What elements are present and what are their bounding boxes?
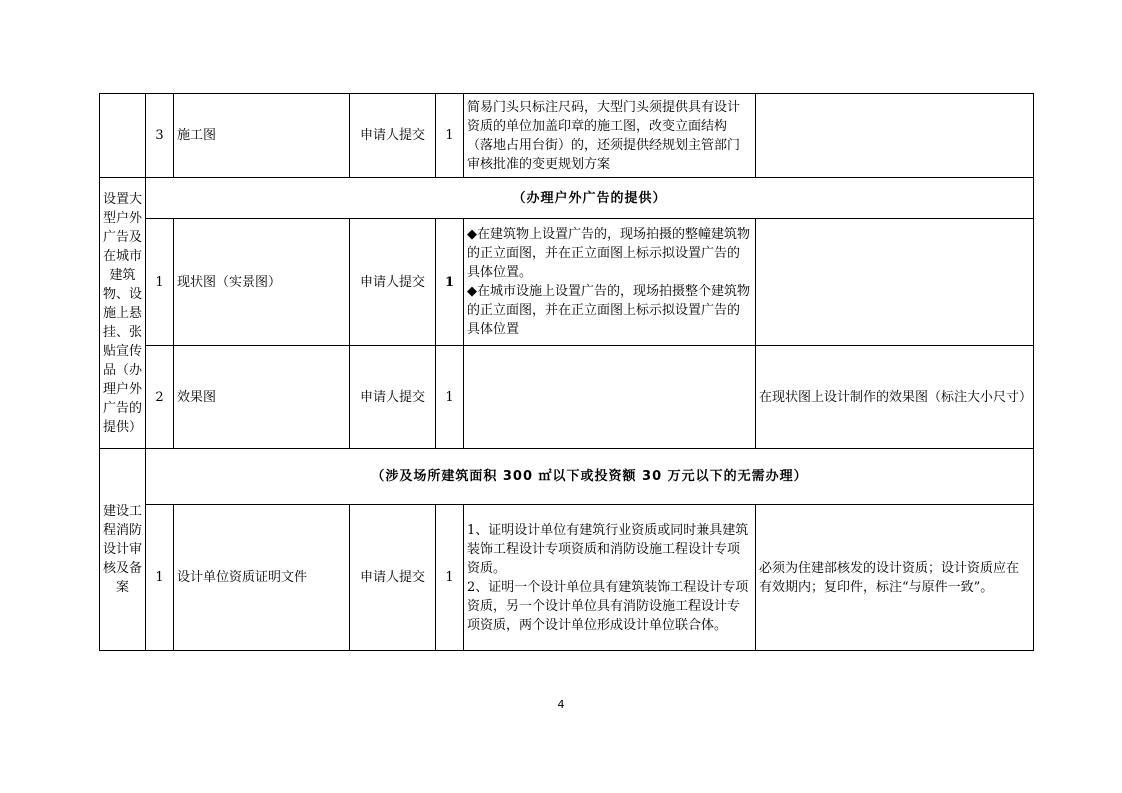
section-title-ad: （办理户外广告的提供） bbox=[146, 178, 1034, 219]
copy-count: 1 bbox=[436, 505, 464, 651]
material-name: 效果图 bbox=[174, 346, 350, 449]
copy-count: 1 bbox=[436, 94, 464, 178]
material-source: 申请人提交 bbox=[350, 219, 436, 346]
material-note: 在现状图上设计制作的效果图（标注大小尺寸） bbox=[756, 346, 1034, 449]
item-number: 1 bbox=[146, 505, 174, 651]
requirement-item: ◆在城市设施上设置广告的，现场拍摄整个建筑物的正立面图，并在正立面图上标示拟设置广告的具体位置 bbox=[467, 284, 750, 337]
requirement-item: 1、证明设计单位有建筑行业资质或同时兼具建筑装饰工程设计专项资质和消防设施工程设计专项资质。 bbox=[467, 522, 749, 576]
table-row bbox=[100, 94, 1034, 178]
copy-count: 1 bbox=[436, 346, 464, 449]
item-number: 1 bbox=[146, 219, 174, 346]
section-row bbox=[100, 449, 1034, 505]
table-row bbox=[100, 219, 1034, 346]
material-requirement bbox=[464, 346, 756, 449]
material-name: 现状图（实景图） bbox=[174, 219, 350, 346]
material-requirement: 简易门头只标注尺码，大型门头须提供具有设计资质的单位加盖印章的施工图，改变立面结构（落地占用台街）的，还须提供经规划主管部门审核批准的变更规划方案 bbox=[464, 94, 756, 178]
category-fire: 建设工程消防设计审核及备案 bbox=[100, 449, 146, 651]
table-row bbox=[100, 505, 1034, 651]
material-name: 施工图 bbox=[174, 94, 350, 178]
material-requirement bbox=[464, 505, 756, 651]
copy-count: 1 bbox=[436, 219, 464, 346]
item-number: 3 bbox=[146, 94, 174, 178]
section-row bbox=[100, 178, 1034, 219]
material-note: 必须为住建部核发的设计资质；设计资质应在有效期内；复印件，标注“与原件一致”。 bbox=[756, 505, 1034, 651]
material-note bbox=[756, 219, 1034, 346]
table-row bbox=[100, 346, 1034, 449]
requirement-item: ◆在建筑物上设置广告的，现场拍摄的整幢建筑物的正立面图，并在正立面图上标示拟设置广告的具体位置。 bbox=[467, 227, 750, 280]
item-number: 2 bbox=[146, 346, 174, 449]
section-title-fire: （涉及场所建筑面积 300 ㎡以下或投资额 30 万元以下的无需办理） bbox=[146, 449, 1034, 505]
material-name: 设计单位资质证明文件 bbox=[174, 505, 350, 651]
material-requirement bbox=[464, 219, 756, 346]
materials-table bbox=[99, 93, 1034, 651]
material-source: 申请人提交 bbox=[350, 94, 436, 178]
page-number: 4 bbox=[557, 698, 565, 711]
category-cell-empty bbox=[100, 94, 146, 178]
category-ad: 设置大型户外广告及在城市建筑物、设施上悬挂、张贴宣传品（办理户外广告的提供） bbox=[100, 178, 146, 449]
requirement-item: 2、证明一个设计单位具有建筑装饰工程设计专项资质，另一个设计单位具有消防设施工程设计专项资质，两个设计单位形成设计单位联合体。 bbox=[467, 579, 749, 633]
material-source: 申请人提交 bbox=[350, 505, 436, 651]
material-source: 申请人提交 bbox=[350, 346, 436, 449]
material-note bbox=[756, 94, 1034, 178]
